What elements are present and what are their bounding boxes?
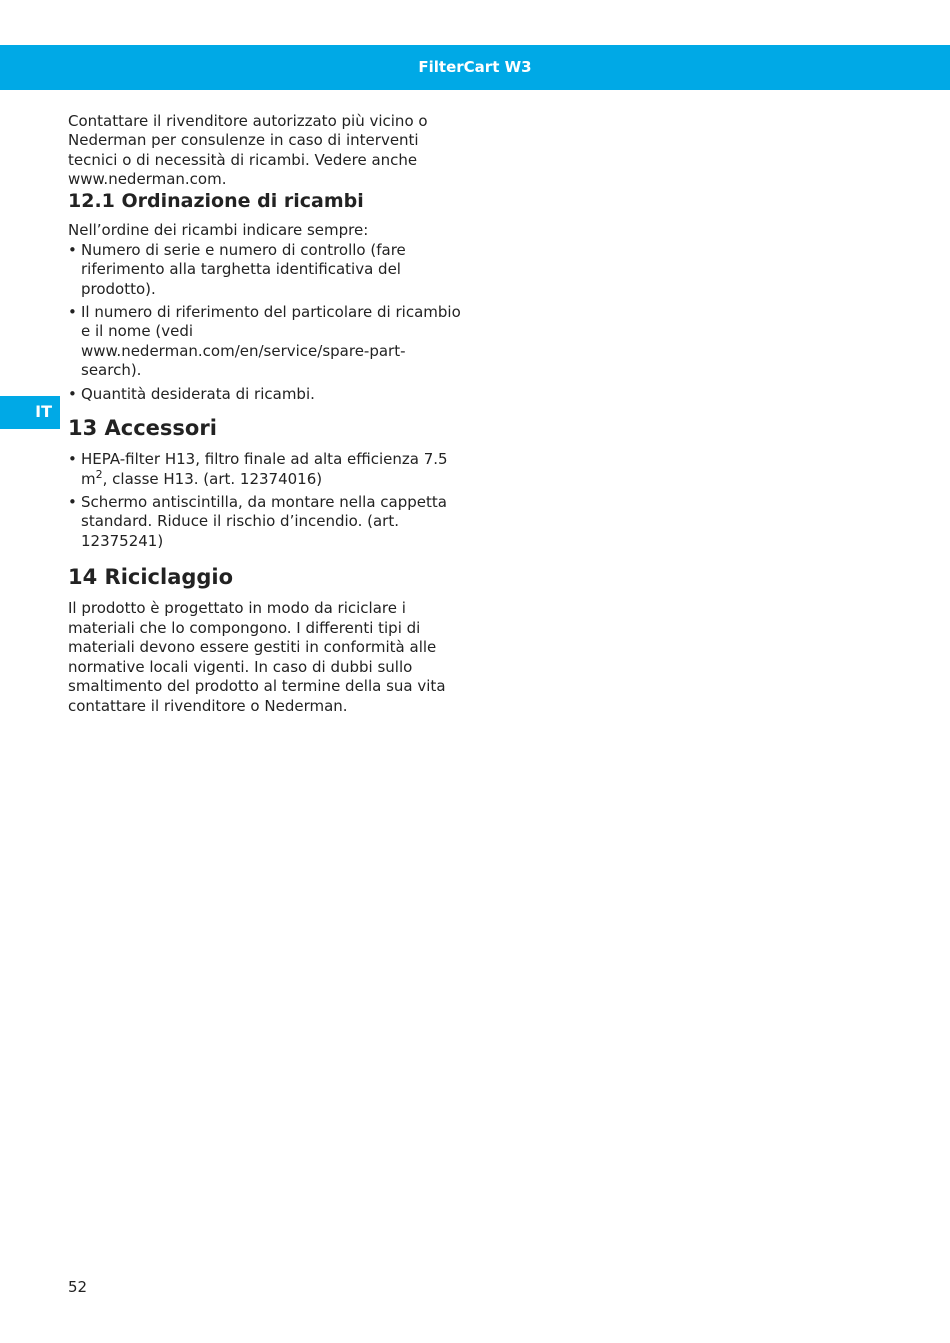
list-item-text: Schermo antiscintilla, da montare nella cappetta standard. Riduce il rischio d’incendio. (art. 12375241) xyxy=(81,493,447,550)
list-item-text-continued: , classe H13. (art. 12374016) xyxy=(102,469,323,488)
section-12-1-heading: 12.1 Ordinazione di ricambi xyxy=(68,189,364,212)
section-12-1-lead: Nell’ordine dei ricambi indicare sempre: xyxy=(68,221,369,240)
list-item xyxy=(68,493,463,551)
section-14-heading: 14 Riciclaggio xyxy=(68,565,234,590)
header-bar xyxy=(0,45,950,90)
section-spare-parts-ordering xyxy=(68,190,463,404)
list-item-text: Il numero di riferimento del particolare di ricambio e il nome (vedi www.nederman.com/en/service/spare-part-search). xyxy=(81,303,461,380)
spare-parts-list xyxy=(68,241,463,404)
bullet-icon: • xyxy=(68,240,77,259)
section-accessories xyxy=(68,416,463,551)
list-item-text: Quantità desiderata di ricambi. xyxy=(81,384,315,403)
bullet-icon: • xyxy=(68,493,77,512)
superscript: 2 xyxy=(95,467,103,481)
section-recycling xyxy=(68,565,463,716)
document-title: FilterCart W3 xyxy=(418,58,532,76)
main-content xyxy=(68,112,463,716)
intro-paragraph: Contattare il rivenditore autorizzato più vicino o Nederman per consulenze in caso di interventi tecnici o di necessità di ricambi. Vedere anche www.nederman.com. xyxy=(68,112,428,189)
bullet-icon: • xyxy=(68,303,77,322)
list-item xyxy=(68,303,463,381)
accessories-list xyxy=(68,450,463,551)
list-item-text: HEPA-filter H13, filtro finale ad alta efficienza 7.5 m xyxy=(81,450,448,488)
list-item xyxy=(68,450,463,489)
section-14-paragraph: Il prodotto è progettato in modo da riciclare i materiali che lo compongono. I differenti tipi di materiali devono essere gestiti in conformità alle normative locali vigenti. In caso di dubbi sullo smaltimento del prodotto al termine della sua vita contattare il rivenditore o Nederman. xyxy=(68,599,446,715)
page-number: 52 xyxy=(68,1278,88,1296)
language-tab xyxy=(0,396,60,429)
list-item xyxy=(68,385,463,404)
bullet-icon: • xyxy=(68,384,77,403)
list-item-text: Numero di serie e numero di controllo (fare riferimento alla targhetta identificativa del prodotto). xyxy=(81,240,406,298)
language-tab-label: IT xyxy=(35,402,52,421)
section-13-heading: 13 Accessori xyxy=(68,416,217,441)
bullet-icon: • xyxy=(68,450,77,469)
list-item xyxy=(68,241,463,299)
